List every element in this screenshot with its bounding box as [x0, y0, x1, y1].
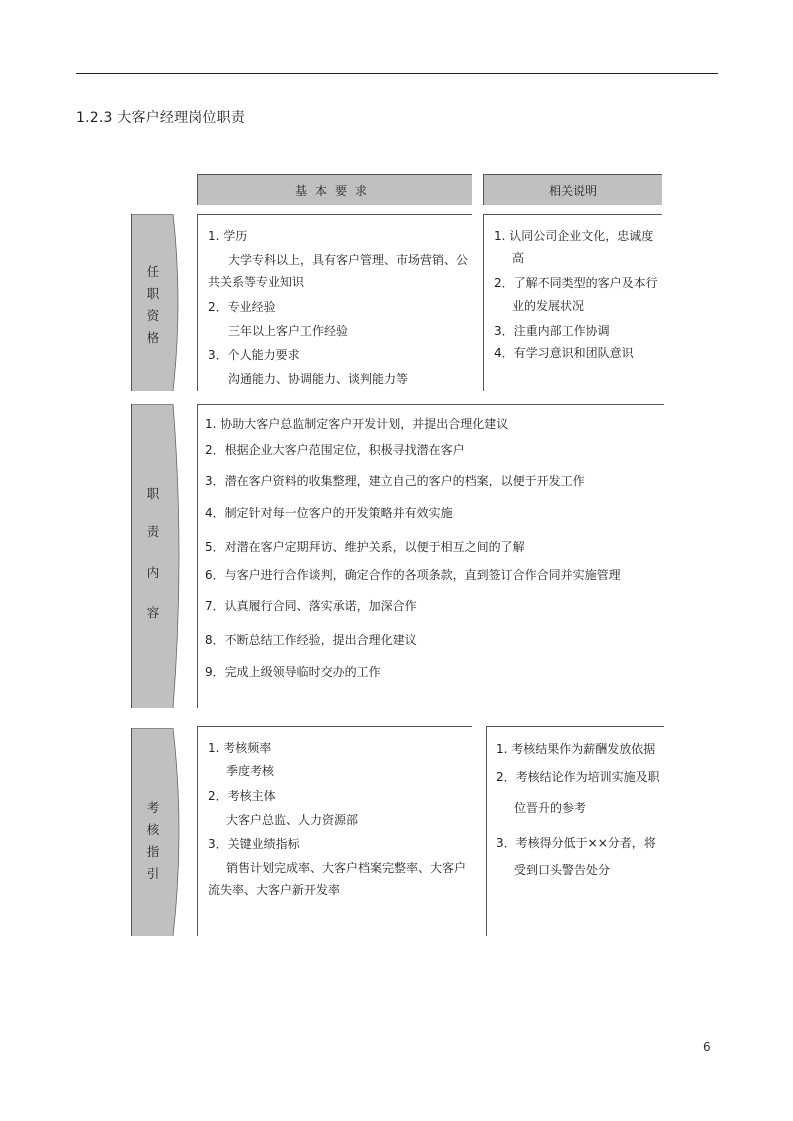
- list-item: 销售计划完成率、大客户档案完整率、大客户: [226, 861, 467, 875]
- tab-char: 指: [146, 844, 160, 859]
- qualification-related-box: [483, 214, 662, 391]
- tab-char: 责: [146, 524, 160, 539]
- tab-qualification: [131, 214, 183, 391]
- qualification-basic-box: [197, 214, 472, 391]
- list-item: 5．对潜在客户定期拜访、维护关系，以便于相互之间的了解: [205, 540, 525, 554]
- tab-qualification-shape: [131, 214, 183, 391]
- list-item: 4．制定针对每一位客户的开发策略并有效实施: [205, 506, 453, 520]
- list-item: 3．注重内部工作协调: [494, 324, 610, 338]
- list-item: 流失率、大客户新开发率: [208, 883, 341, 897]
- list-item: 季度考核: [226, 764, 275, 778]
- duties-box: [197, 404, 664, 708]
- list-item: 三年以上客户工作经验: [228, 324, 349, 338]
- list-item: 7．认真履行合同、落实承诺，加深合作: [205, 599, 417, 613]
- list-item: 9．完成上级领导临时交办的工作: [205, 665, 381, 679]
- list-item: 大客户总监、人力资源部: [226, 813, 359, 827]
- tab-char: 任: [146, 264, 160, 279]
- header-basic-requirements: 基本要求: [197, 174, 472, 205]
- list-item: 1. 考核结果作为薪酬发放依据: [496, 742, 656, 756]
- list-item: 3．个人能力要求: [208, 348, 300, 362]
- list-item: 共关系等专业知识: [208, 275, 305, 289]
- list-item: 1. 协助大客户总监制定客户开发计划，并提出合理化建议: [205, 417, 509, 431]
- list-item: 业的发展状况: [512, 299, 585, 313]
- list-item: 1. 认同公司企业文化，忠诚度: [494, 229, 654, 243]
- tab-char: 容: [146, 605, 160, 620]
- tab-char: 核: [146, 822, 160, 837]
- list-item: 位晋升的参考: [514, 801, 587, 815]
- tab-char: 职: [146, 486, 160, 501]
- list-item: 大学专科以上，具有客户管理、市场营销、公: [228, 253, 469, 267]
- tab-char: 内: [146, 565, 160, 580]
- list-item: 3．关键业绩指标: [208, 837, 300, 851]
- list-item: 1. 学历: [208, 229, 248, 243]
- list-item: 沟通能力、协调能力、谈判能力等: [228, 372, 409, 386]
- section-heading: 1.2.3 大客户经理岗位职责: [76, 110, 246, 126]
- header-related-notes: 相关说明: [483, 174, 662, 205]
- list-item: 4．有学习意识和团队意识: [494, 346, 634, 360]
- tab-char: 引: [146, 866, 160, 881]
- list-item: 3．考核得分低于××分者，将: [496, 836, 656, 850]
- list-item: 2．考核结论作为培训实施及职: [496, 770, 660, 784]
- top-rule: [76, 73, 718, 74]
- tab-duties: [131, 404, 183, 708]
- list-item: 3．潜在客户资料的收集整理，建立自己的客户的档案，以便于开发工作: [205, 474, 585, 488]
- list-item: 受到口头警告处分: [514, 863, 611, 877]
- tab-char: 考: [146, 800, 160, 815]
- list-item: 2．根据企业大客户范围定位，积极寻找潜在客户: [205, 443, 465, 457]
- list-item: 高: [512, 251, 525, 265]
- list-item: 8．不断总结工作经验，提出合理化建议: [205, 633, 417, 647]
- list-item: 2．了解不同类型的客户及本行: [494, 276, 658, 290]
- list-item: 1. 考核频率: [208, 741, 272, 755]
- tab-char: 格: [146, 330, 160, 345]
- assessment-basic-box: [197, 726, 472, 936]
- list-item: 2．专业经验: [208, 300, 276, 314]
- tab-duties-shape: [131, 404, 183, 708]
- page-number: 6: [703, 1040, 711, 1054]
- tab-assessment: [131, 728, 183, 936]
- list-item: 6．与客户进行合作谈判，确定合作的各项条款，直到签订合作合同并实施管理: [205, 568, 621, 582]
- tab-char: 资: [146, 308, 160, 323]
- assessment-related-box: [486, 726, 664, 936]
- list-item: 2．考核主体: [208, 789, 276, 803]
- tab-char: 职: [146, 286, 160, 301]
